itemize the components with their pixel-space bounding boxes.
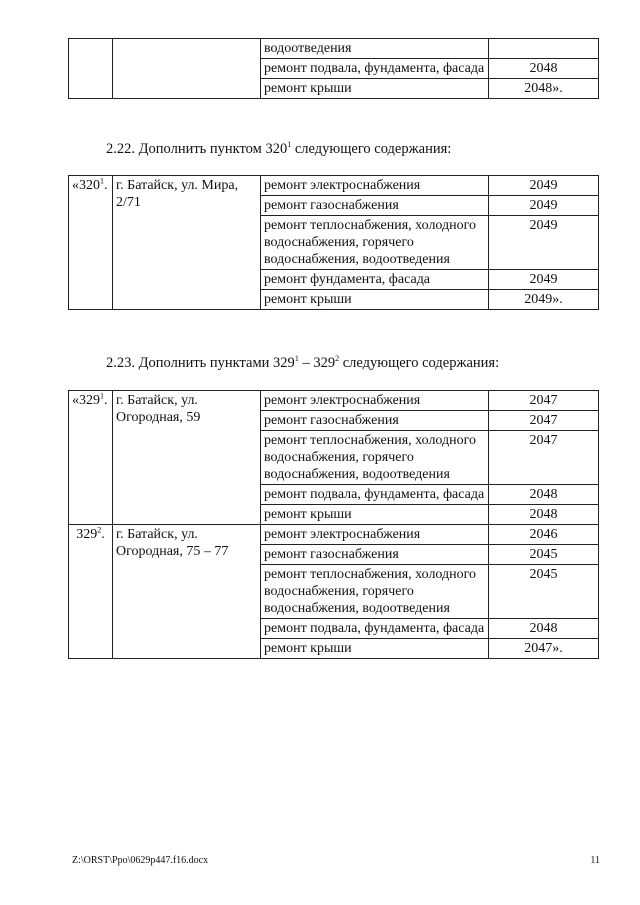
year-cell: 2047: [489, 431, 599, 485]
superscript: 1: [294, 354, 299, 364]
table-row: [69, 525, 599, 545]
work-cell: ремонт электроснабжения: [261, 391, 489, 411]
footer-page-number: 11: [590, 855, 600, 866]
work-cell: ремонт электроснабжения: [261, 525, 489, 545]
work-cell: ремонт крыши: [261, 290, 489, 310]
year-cell: 2048: [489, 59, 599, 79]
work-cell: ремонт газоснабжения: [261, 411, 489, 431]
work-cell: ремонт подвала, фундамента, фасада: [261, 619, 489, 639]
item-number: $329^2$.: [69, 525, 113, 659]
work-cell: ремонт подвала, фундамента, фасада: [261, 485, 489, 505]
year-cell: 2048: [489, 619, 599, 639]
table-continuation: [68, 38, 599, 99]
table-row: [69, 39, 599, 59]
year-cell: 2046: [489, 525, 599, 545]
work-cell: ремонт фундамента, фасада: [261, 270, 489, 290]
year-cell: 2049».: [489, 290, 599, 310]
table-row: [69, 176, 599, 196]
year-cell: 2049: [489, 176, 599, 196]
year-cell: 2045: [489, 565, 599, 619]
number-cell: [69, 39, 113, 99]
item-number: «$329^1$.: [69, 391, 113, 525]
year-cell: 2047: [489, 411, 599, 431]
work-cell: ремонт теплоснабжения, холодного водоснабжения, горячего водоснабжения, водоотведения: [261, 565, 489, 619]
table-items-329: [68, 390, 599, 659]
item-address: г. Батайск, ул. Огородная, 75 – 77: [113, 525, 261, 659]
paragraph-text: – 329: [298, 355, 336, 371]
year-cell: 2047».: [489, 639, 599, 659]
year-cell: [489, 39, 599, 59]
work-cell: ремонт крыши: [261, 79, 489, 99]
work-cell: ремонт газоснабжения: [261, 196, 489, 216]
item-address: г. Батайск, ул. Огородная, 59: [113, 391, 261, 525]
work-cell: ремонт крыши: [261, 639, 489, 659]
work-cell: ремонт электроснабжения: [261, 176, 489, 196]
address-cell: [113, 39, 261, 99]
year-cell: 2049: [489, 216, 599, 270]
work-cell: ремонт подвала, фундамента, фасада: [261, 59, 489, 79]
item-address: г. Батайск, ул. Мира, 2/71: [113, 176, 261, 310]
paragraph-text: 2.22. Дополнить пунктом 320: [106, 141, 288, 157]
paragraph-2-22: [106, 141, 451, 158]
paragraph-text: следующего содержания:: [291, 141, 452, 157]
paragraph-text: 2.23. Дополнить пунктами 329: [106, 355, 295, 371]
item-number: «$320^1$.: [69, 176, 113, 310]
year-cell: 2049: [489, 196, 599, 216]
work-cell: ремонт теплоснабжения, холодного водоснабжения, горячего водоснабжения, водоотведения: [261, 431, 489, 485]
year-cell: 2048: [489, 505, 599, 525]
superscript: 1: [287, 140, 292, 150]
footer-file-path: Z:\ORST\Ppo\0629p447.f16.docx: [72, 855, 209, 866]
year-cell: 2045: [489, 545, 599, 565]
work-cell: водоотведения: [261, 39, 489, 59]
year-cell: 2049: [489, 270, 599, 290]
work-cell: ремонт крыши: [261, 505, 489, 525]
table-item-320: [68, 175, 599, 310]
table-row: [69, 391, 599, 411]
superscript: 2: [335, 354, 340, 364]
paragraph-2-23: [106, 355, 499, 372]
work-cell: ремонт газоснабжения: [261, 545, 489, 565]
year-cell: 2048: [489, 485, 599, 505]
year-cell: 2048».: [489, 79, 599, 99]
year-cell: 2047: [489, 391, 599, 411]
paragraph-text: следующего содержания:: [339, 355, 500, 371]
work-cell: ремонт теплоснабжения, холодного водоснабжения, горячего водоснабжения, водоотведения: [261, 216, 489, 270]
